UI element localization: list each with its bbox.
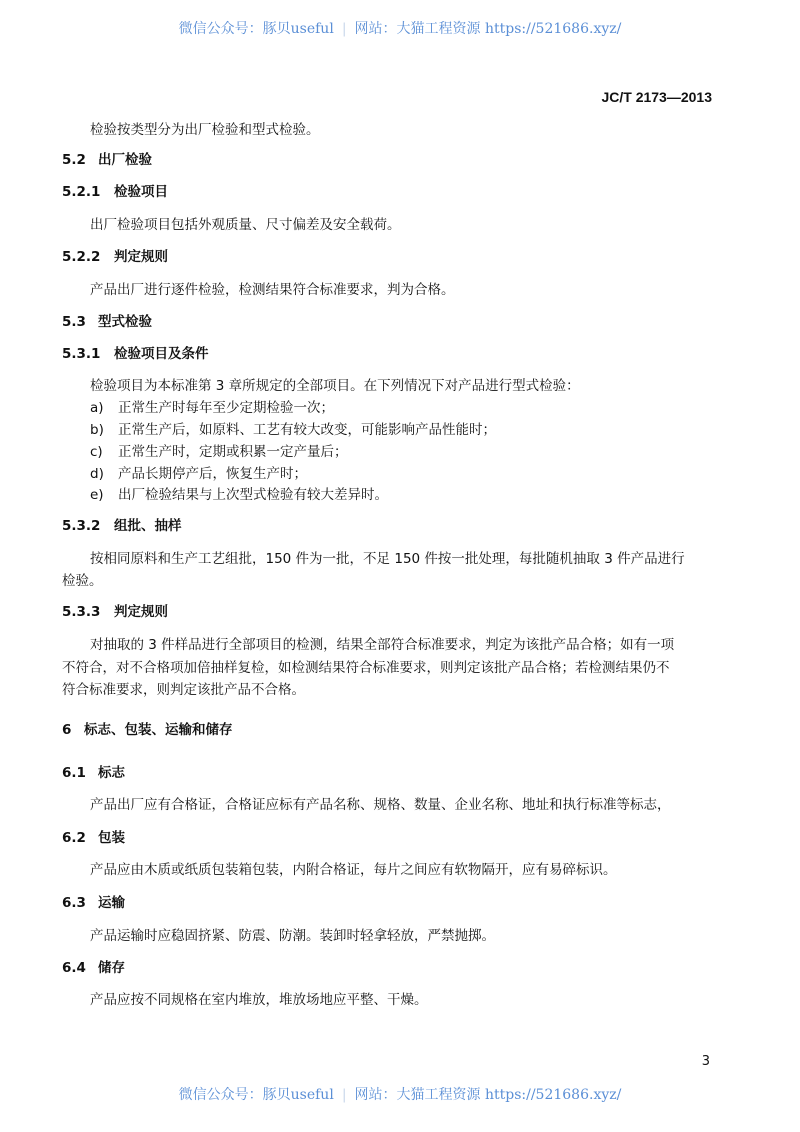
heading-6-4: 6.4 储存: [62, 960, 125, 976]
list-item: a) 正常生产时每年至少定期检验一次；: [90, 400, 334, 416]
heading-6-1: 6.1 标志: [62, 765, 125, 781]
paragraph: 不符合，对不合格项加倍抽样复检，如检测结果符合标准要求，则判定该批产品合格；若检测结果仍不: [62, 660, 670, 676]
paragraph: 对抽取的 3 件样品进行全部项目的检测，结果全部符合标准要求，判定为该批产品合格；如有一项: [90, 637, 675, 653]
list-item: c) 正常生产时，定期或积累一定产量后；: [90, 444, 348, 460]
paragraph: 产品出厂进行逐件检验，检测结果符合标准要求，判为合格。: [90, 282, 455, 298]
list-item: e) 出厂检验结果与上次型式检验有较大差异时。: [90, 487, 388, 503]
heading-5-3-3: 5.3.3 判定规则: [62, 604, 168, 620]
paragraph: 检验项目为本标准第 3 章所规定的全部项目。在下列情况下对产品进行型式检验：: [90, 378, 580, 394]
watermark-bottom: [0, 1084, 800, 1104]
paragraph: 出厂检验项目包括外观质量、尺寸偏差及安全载荷。: [90, 217, 401, 233]
paragraph: 产品运输时应稳固挤紧、防震、防潮。装卸时轻拿轻放，严禁抛掷。: [90, 928, 495, 944]
heading-6: 6 标志、包装、运输和储存: [62, 722, 233, 738]
heading-5-2-2: 5.2.2 判定规则: [62, 249, 168, 265]
heading-5-2-1: 5.2.1 检验项目: [62, 184, 168, 200]
standard-number: JC/T 2173—2013: [601, 89, 712, 105]
paragraph: 按相同原料和生产工艺组批，150 件为一批，不足 150 件按一批处理，每批随机抽取 3 件产品进行: [90, 551, 685, 567]
heading-5-3-1: 5.3.1 检验项目及条件: [62, 346, 209, 362]
paragraph: 检验按类型分为出厂检验和型式检验。: [90, 122, 320, 138]
heading-6-2: 6.2 包装: [62, 830, 125, 846]
watermark-text: 网站：大猫工程资源 https://521686.xyz/: [354, 1087, 622, 1103]
paragraph: 检验。: [62, 573, 103, 589]
heading-6-3: 6.3 运输: [62, 895, 125, 911]
paragraph: 产品出厂应有合格证，合格证应标有产品名称、规格、数量、企业名称、地址和执行标准等标志，: [90, 797, 671, 813]
watermark-text: 网站：大猫工程资源 https://521686.xyz/: [354, 21, 622, 37]
watermark-sep: |: [341, 1087, 347, 1103]
watermark-top: [0, 18, 800, 38]
heading-5-2: 5.2 出厂检验: [62, 152, 152, 168]
paragraph: 符合标准要求，则判定该批产品不合格。: [62, 682, 305, 698]
watermark-text: 微信公众号：豚贝useful: [178, 21, 334, 37]
heading-5-3: 5.3 型式检验: [62, 314, 152, 330]
page-number: 3: [701, 1054, 710, 1069]
list-item: d) 产品长期停产后，恢复生产时；: [90, 466, 307, 482]
list-item: b) 正常生产后，如原料、工艺有较大改变，可能影响产品性能时；: [90, 422, 496, 438]
heading-5-3-2: 5.3.2 组批、抽样: [62, 518, 182, 534]
paragraph: 产品应按不同规格在室内堆放，堆放场地应平整、干燥。: [90, 992, 428, 1008]
watermark-sep: |: [341, 21, 347, 37]
watermark-text: 微信公众号：豚贝useful: [178, 1087, 334, 1103]
paragraph: 产品应由木质或纸质包装箱包装，内附合格证，每片之间应有软物隔开，应有易碎标识。: [90, 862, 617, 878]
